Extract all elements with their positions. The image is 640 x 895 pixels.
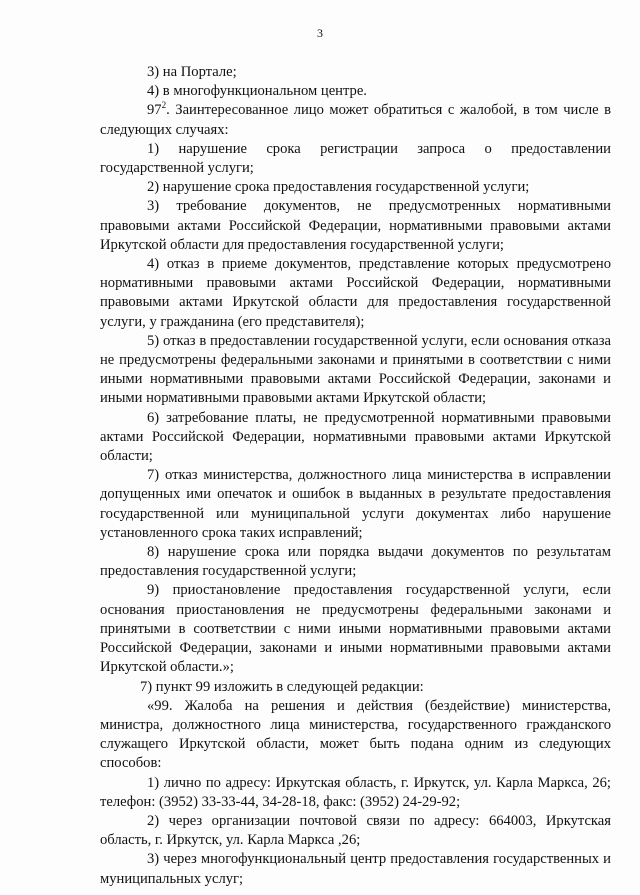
paragraph-list-item: 1) нарушение срока регистрации запроса о предоставлении государственной услуги;	[100, 140, 611, 177]
paragraph-list-item: 7) отказ министерства, должностного лица министерства в исправлении допущенных ими опечаток и ошибок в выданных в результате предоставления государственной или муниципальной услуги документах либо нарушение установленного срока таких исправлений;	[100, 467, 611, 541]
document-body	[100, 63, 611, 889]
paragraph-amendment: 7) пункт 99 изложить в следующей редакции:	[140, 678, 424, 695]
paragraph-list-item: 4) в многофункциональном центре.	[147, 83, 367, 100]
paragraph-list-item: 5) отказ в предоставлении государственной услуги, если основания отказа не предусмотрены федеральными законами и принятыми в соответствии с ними иными нормативными правовыми актами Российской Федерации, законами и иными нормативными правовыми актами Иркутской области;	[100, 332, 611, 407]
paragraph-list-item: 9) приостановление предоставления государственной услуги, если основания приостановления не предусмотрены федеральными законами и принятыми в соответствии с ними иными нормативными правовыми актами Российской Федерации, законами и иными нормативными правовыми актами Иркутской области.»;	[100, 582, 611, 676]
paragraph-list-item: 2) через организации почтовой связи по адресу: 664003, Иркутская область, г. Иркутск, ул. Карла Маркса ,26;	[100, 812, 611, 849]
paragraph-clause-99: «99. Жалоба на решения и действия (бездействие) министерства, министра, должностного лица министерства, государственного гражданского служащего Иркутской области, может быть подана одним из следующих способов:	[100, 697, 611, 772]
paragraph-list-item: 3) требование документов, не предусмотренных нормативными правовыми актами Российской Федерации, нормативными правовыми актами Иркутской области для предоставления государственной услуги;	[100, 198, 611, 253]
paragraph-list-item: 3) на Портале;	[147, 64, 237, 80]
paragraph-clause-97-2	[100, 101, 611, 139]
paragraph-list-item: 2) нарушение срока предоставления государственной услуги;	[147, 179, 530, 196]
paragraph-list-item: 6) затребование платы, не предусмотренной нормативными правовыми актами Российской Федерации, нормативными правовыми актами Иркутской области;	[100, 409, 611, 465]
page-number: 3	[317, 26, 323, 40]
paragraph-list-item: 3) через многофункциональный центр предоставления государственных и муниципальных услуг;	[100, 851, 611, 887]
clause-text: . Заинтересованное лицо может обратиться с жалобой, в том числе в следующих случаях:	[100, 102, 611, 138]
paragraph-list-item: 1) лично по адресу: Иркутская область, г. Иркутск, ул. Карла Маркса, 26; телефон: (3952) 33-33-44, 34-28-18, факс: (3952) 24-29-92;	[100, 774, 611, 810]
clause-superscript: 2	[161, 100, 167, 111]
clause-number: 97	[147, 102, 162, 119]
paragraph-list-item: 8) нарушение срока или порядка выдачи документов по результатам предоставления государственной услуги;	[100, 544, 611, 580]
paragraph-list-item: 4) отказ в приеме документов, представление которых предусмотрено нормативными правовыми актами Российской Федерации, нормативными правовыми актами Иркутской области для предоставления государственной услуги, у гражданина (его представителя);	[100, 256, 611, 330]
